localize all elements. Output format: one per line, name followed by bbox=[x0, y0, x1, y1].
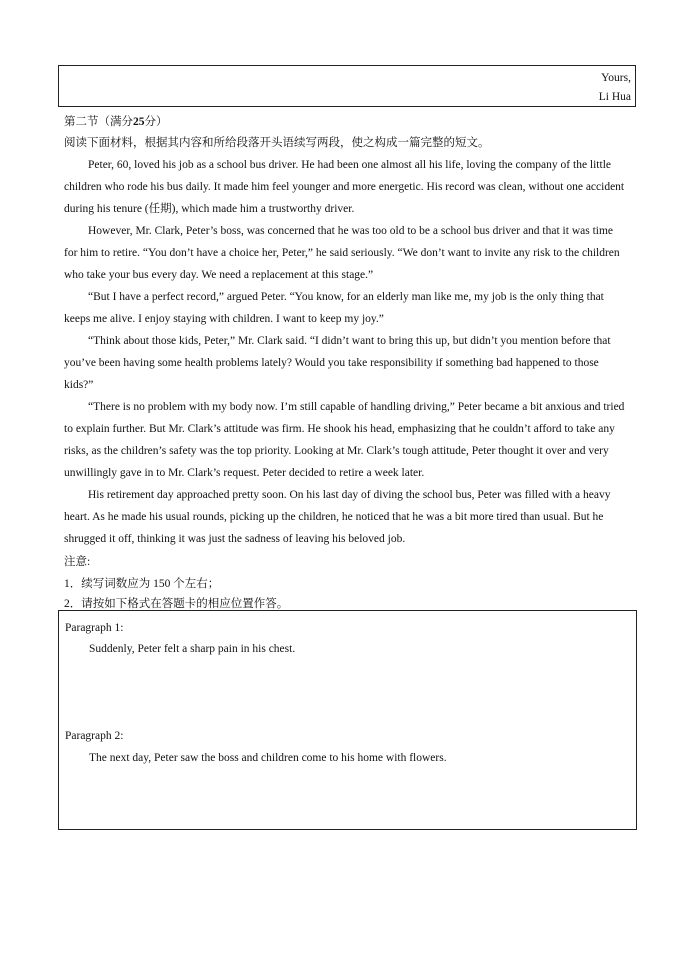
notes-item-1: 1．续写词数应为 150 个左右； bbox=[64, 578, 220, 590]
section-title-suffix: 分） bbox=[144, 116, 168, 128]
story-paragraph-5: “There is no problem with my body now. I’m still capable of handling driving,” Peter became a bit anxious and tried to explain further. But Mr. Clark’s attitude was firm. He shook his head, emphasizing that he couldn’t afford to take any risks, as the children’s safety was the top priority. Looking at Mr. Clark’s tough attitude, Peter thought it over and very unwillingly gave in to Mr. Clark’s request. Peter decided to retire a week later. bbox=[64, 401, 625, 479]
answer-box bbox=[58, 610, 637, 830]
notes-label: 注意: bbox=[64, 556, 91, 568]
paragraph-2-label: Paragraph 2: bbox=[65, 730, 124, 742]
story-paragraph-4: “Think about those kids, Peter,” Mr. Clark said. “I didn’t want to bring this up, but didn’t you mention before that you’ve been having some health problems lately? Would you take responsibility if something bad happened to those kids?” bbox=[64, 335, 611, 391]
letter-closing: Yours, bbox=[601, 72, 631, 84]
story-paragraph-1: Peter, 60, loved his job as a school bus driver. He had been one almost all his life, loving the company of the little children who rode his bus daily. It made him feel younger and more energetic. His record was clean, without one accident during his tenure (任期), which made him a trustworthy driver. bbox=[64, 159, 625, 215]
paragraph-1-start: Suddenly, Peter felt a sharp pain in his chest. bbox=[89, 643, 296, 655]
story-paragraph-3: “But I have a perfect record,” argued Peter. “You know, for an elderly man like me, my job is the only thing that keeps me alive. I enjoy staying with children. I want to keep my joy.” bbox=[64, 291, 604, 325]
paragraph-2-start: The next day, Peter saw the boss and children come to his home with flowers. bbox=[89, 752, 447, 764]
section-title bbox=[64, 115, 168, 129]
letter-signature-box bbox=[58, 65, 636, 107]
notes-item-2: 2．请按如下格式在答题卡的相应位置作答。 bbox=[64, 598, 289, 610]
story-paragraph-6: His retirement day approached pretty soon. On his last day of diving the school bus, Peter was filled with a heavy heart. As he made his usual rounds, picking up the children, he noticed that he was a bit more tired than usual. But he shrugged it off, thinking it was just the sadness of leaving his beloved job. bbox=[64, 489, 611, 545]
letter-signer-name: Li Hua bbox=[598, 91, 631, 103]
section-instruction: 阅读下面材料，根据其内容和所给段落开头语续写两段，使之构成一篇完整的短文。 bbox=[64, 137, 490, 149]
section-score: 25 bbox=[133, 116, 145, 128]
paragraph-1-label: Paragraph 1: bbox=[65, 622, 124, 634]
section-title-prefix: 第二节（满分 bbox=[64, 116, 133, 128]
story-paragraph-2: However, Mr. Clark, Peter’s boss, was concerned that he was too old to be a school bus driver and that it was time for him to retire. “You don’t have a choice her, Peter,” he said seriously. “We don’t want to invite any risk to the children who take your bus every day. We need a replacement at this stage.” bbox=[64, 225, 620, 281]
